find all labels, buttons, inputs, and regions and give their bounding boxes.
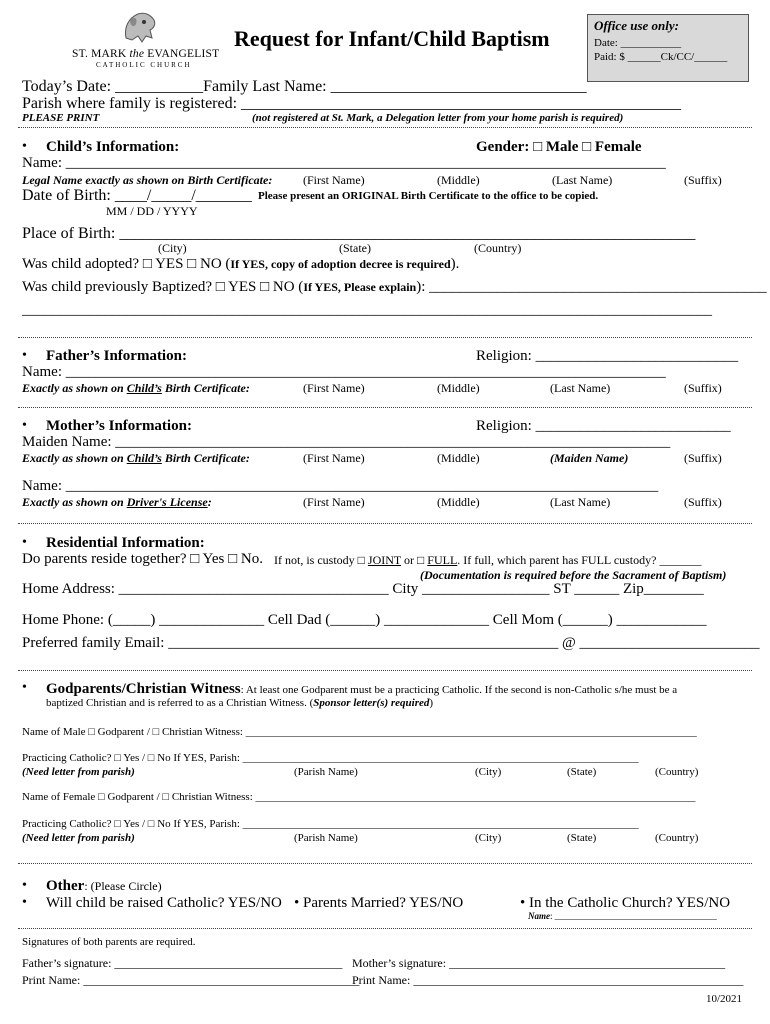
- col-last: (Last Name): [552, 173, 613, 187]
- catholic-church-field[interactable]: • In the Catholic Church? YES/NO: [520, 895, 731, 911]
- col-suffix: (Suffix): [684, 495, 722, 509]
- mother-print-name-field[interactable]: Print Name: _______________________________________________________: [352, 973, 744, 987]
- documentation-note: (Documentation is required before the Sacrament of Baptism): [420, 568, 727, 582]
- form-revision-date: 10/2021: [706, 993, 743, 1005]
- office-paid: Paid: $ ______Ck/CC/______: [594, 51, 728, 63]
- divider: [18, 127, 752, 128]
- bullet-icon: •: [22, 418, 27, 433]
- father-signature-field[interactable]: Father’s signature: ______________________________________: [22, 956, 343, 970]
- col-country: (Country): [474, 241, 522, 255]
- col-parish-name: (Parish Name): [294, 832, 358, 844]
- bullet-icon: •: [22, 878, 27, 893]
- parish-name: ST. MARK the EVANGELIST: [72, 48, 220, 60]
- col-city: (City): [158, 241, 187, 255]
- divider: [18, 928, 752, 929]
- col-city: (City): [475, 766, 502, 778]
- parish-subtitle: CATHOLIC CHURCH: [96, 61, 192, 69]
- child-name-field[interactable]: Name: ________________________________________________________________________________: [22, 155, 666, 171]
- need-letter-note: (Need letter from parish): [22, 766, 135, 778]
- bullet-icon: •: [22, 680, 27, 695]
- dob-format: MM / DD / YYYY: [106, 204, 198, 218]
- legal-name-note: Legal Name exactly as shown on Birth Certificate:: [22, 173, 273, 187]
- divider: [18, 407, 752, 408]
- home-address-field[interactable]: Home Address: ____________________________________ City _________________ ST ______ Zip________: [22, 581, 704, 597]
- page-title: Request for Infant/Child Baptism: [234, 26, 550, 51]
- col-last: (Last Name): [550, 381, 611, 395]
- parish-logo: [72, 8, 220, 72]
- divider: [18, 863, 752, 864]
- col-middle: (Middle): [437, 451, 480, 465]
- col-suffix: (Suffix): [684, 381, 722, 395]
- col-maiden: (Maiden Name): [550, 451, 629, 465]
- lion-emblem-icon: [120, 8, 160, 46]
- col-first: (First Name): [303, 173, 365, 187]
- signatures-required: Signatures of both parents are required.: [22, 936, 196, 948]
- father-exact-note: Exactly as shown on Child’s Birth Certificate:: [22, 381, 250, 395]
- adopted-field[interactable]: Was child adopted? □ YES □ NO (If YES, copy of adoption decree is required).: [22, 256, 460, 272]
- col-suffix: (Suffix): [684, 173, 722, 187]
- residential-heading: Residential Information:: [46, 535, 205, 551]
- practicing-catholic-2-field[interactable]: Practicing Catholic? □ Yes / □ No If YES, Parish: ________________________________________________________________________: [22, 818, 639, 830]
- mother-maiden-name-field[interactable]: Maiden Name: __________________________________________________________________________: [22, 434, 671, 450]
- phone-fields[interactable]: Home Phone: (_____) ______________ Cell Dad (______) ______________ Cell Mom (______) ____________: [22, 612, 707, 628]
- father-print-name-field[interactable]: Print Name: ______________________________________________: [22, 973, 360, 987]
- col-suffix: (Suffix): [684, 451, 722, 465]
- custody-field[interactable]: If not, is custody □ JOINT or □ FULL. If full, which parent has FULL custody? _______: [274, 553, 702, 567]
- divider: [18, 523, 752, 524]
- col-country: (Country): [655, 832, 699, 844]
- please-print-label: PLEASE PRINT: [22, 112, 100, 124]
- divider: [18, 337, 752, 338]
- other-heading: Other: (Please Circle): [46, 878, 162, 894]
- father-heading: Father’s Information:: [46, 348, 187, 364]
- col-parish-name: (Parish Name): [294, 766, 358, 778]
- practicing-catholic-1-field[interactable]: Practicing Catholic? □ Yes / □ No If YES, Parish: ________________________________________________________________________: [22, 752, 639, 764]
- col-city: (City): [475, 832, 502, 844]
- child-heading: Child’s Information:: [46, 139, 180, 155]
- child-gender-field[interactable]: Gender: □ Male □ Female: [476, 139, 642, 155]
- col-first: (First Name): [303, 495, 365, 509]
- divider: [18, 670, 752, 671]
- col-country: (Country): [655, 766, 699, 778]
- office-heading: Office use only:: [594, 18, 679, 33]
- mother-license-note: Exactly as shown on Driver's License:: [22, 495, 212, 509]
- bullet-icon: •: [22, 535, 27, 550]
- dob-field[interactable]: Date of Birth: ____/_____/_______: [22, 187, 252, 204]
- col-state: (State): [567, 832, 597, 844]
- col-state: (State): [339, 241, 371, 255]
- parents-married-field[interactable]: • Parents Married? YES/NO: [294, 895, 464, 911]
- male-godparent-field[interactable]: Name of Male □ Godparent / □ Christian Witness: __________________________________________________________________________________: [22, 726, 697, 738]
- col-middle: (Middle): [437, 173, 480, 187]
- father-name-field[interactable]: Name: ________________________________________________________________________________: [22, 364, 666, 380]
- bullet-icon: •: [22, 348, 27, 363]
- place-of-birth-field[interactable]: Place of Birth: ________________________________________________________________________: [22, 225, 696, 242]
- col-state: (State): [567, 766, 597, 778]
- col-middle: (Middle): [437, 381, 480, 395]
- bullet-icon: •: [22, 139, 27, 154]
- col-last: (Last Name): [550, 495, 611, 509]
- todays-date-field[interactable]: Today’s Date: ___________Family Last Name: ________________________________: [22, 78, 587, 95]
- dob-note: Please present an ORIGINAL Birth Certificate to the office to be copied.: [258, 190, 599, 202]
- col-first: (First Name): [303, 451, 365, 465]
- mother-heading: Mother’s Information:: [46, 418, 192, 434]
- female-godparent-field[interactable]: Name of Female □ Godparent / □ Christian Witness: ________________________________________________________________________________: [22, 791, 696, 803]
- reside-together-field[interactable]: Do parents reside together? □ Yes □ No.: [22, 551, 263, 567]
- raised-catholic-field[interactable]: Will child be raised Catholic? YES/NO: [46, 895, 282, 911]
- email-field[interactable]: Preferred family Email: ____________________________________________________ @ ________________________: [22, 635, 760, 651]
- need-letter-note: (Need letter from parish): [22, 832, 135, 844]
- delegation-note: (not registered at St. Mark, a Delegation letter from your home parish is required): [252, 112, 624, 124]
- parish-registered-field[interactable]: Parish where family is registered: _______________________________________________________: [22, 95, 682, 112]
- office-date: Date: ___________: [594, 37, 682, 49]
- col-middle: (Middle): [437, 495, 480, 509]
- explain-line[interactable]: ____________________________________________________________________________________________: [22, 302, 712, 318]
- godparents-intro: Godparents/Christian Witness: At least one Godparent must be a practicing Catholic. If the second is non-Catholic s/he must be a: [46, 681, 678, 697]
- office-use-box: [587, 14, 749, 82]
- mother-name-field[interactable]: Name: _______________________________________________________________________________: [22, 478, 659, 494]
- mother-religion-field[interactable]: Religion: __________________________: [476, 418, 731, 434]
- father-religion-field[interactable]: Religion: ___________________________: [476, 348, 739, 364]
- previously-baptized-field[interactable]: Was child previously Baptized? □ YES □ NO (If YES, Please explain): _____________________________________________: [22, 279, 767, 295]
- bullet-icon: •: [22, 895, 27, 910]
- mother-signature-field[interactable]: Mother’s signature: ______________________________________________: [352, 956, 726, 970]
- col-first: (First Name): [303, 381, 365, 395]
- mother-exact-note: Exactly as shown on Child’s Birth Certificate:: [22, 451, 250, 465]
- godparents-intro-2: baptized Christian and is referred to as a Christian Witness. (Sponsor letter(s) required): [46, 697, 434, 709]
- church-name-field[interactable]: Name: ____________________________________: [528, 911, 717, 921]
